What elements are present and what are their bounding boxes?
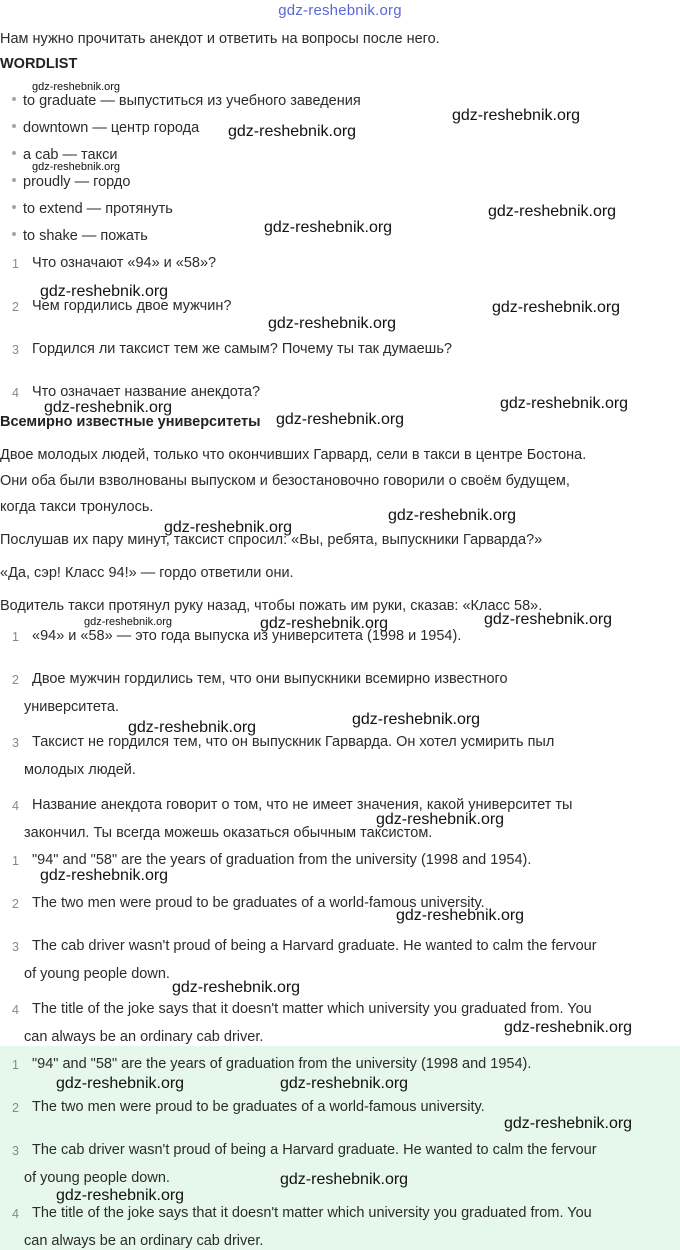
answer-number: 4 xyxy=(12,1003,19,1017)
watermark: gdz-reshebnik.org xyxy=(264,219,393,236)
answer-text-cont: университета. xyxy=(24,699,120,715)
watermark: gdz-reshebnik.org xyxy=(396,907,525,924)
site-header-link[interactable]: gdz-reshebnik.org xyxy=(278,2,402,19)
answer-text: The title of the joke says that it doesn't matter which university you graduated from. You xyxy=(32,1205,592,1221)
watermark: gdz-reshebnik.org xyxy=(504,1019,633,1036)
watermark: gdz-reshebnik.org xyxy=(452,107,581,124)
watermark: gdz-reshebnik.org xyxy=(164,519,293,536)
answer-number: 4 xyxy=(12,799,19,813)
question-text: Чем гордились двое мужчин? xyxy=(32,298,232,314)
watermark: gdz-reshebnik.org xyxy=(280,1171,409,1188)
wordlist-heading: WORDLIST xyxy=(0,56,78,72)
answer-text: The two men were proud to be graduates of a world-famous university. xyxy=(32,1099,485,1115)
answer-text-cont: can always be an ordinary cab driver. xyxy=(24,1029,264,1045)
watermark: gdz-reshebnik.org xyxy=(32,161,121,173)
answer-text: The cab driver wasn't proud of being a Harvard graduate. He wanted to calm the fervour xyxy=(32,1142,597,1158)
watermark: gdz-reshebnik.org xyxy=(488,203,617,220)
watermark: gdz-reshebnik.org xyxy=(228,123,357,140)
watermark: gdz-reshebnik.org xyxy=(56,1075,185,1092)
question-number: 3 xyxy=(12,343,19,357)
story-paragraph: «Да, сэр! Класс 94!» — гордо ответили они. xyxy=(0,565,294,581)
question-text: Что означают «94» и «58»? xyxy=(32,255,217,271)
watermark: gdz-reshebnik.org xyxy=(352,711,481,728)
answer-text: Название анекдота говорит о том, что не имеет значения, какой университет ты xyxy=(32,797,573,813)
answer-text: The two men were proud to be graduates of a world-famous university. xyxy=(32,895,485,911)
story-paragraph-line: Двое молодых людей, только что окончивших Гарвард, сели в такси в центре Бостона. xyxy=(0,447,587,463)
answer-number: 2 xyxy=(12,1101,19,1115)
watermark: gdz-reshebnik.org xyxy=(388,507,517,524)
watermark: gdz-reshebnik.org xyxy=(44,399,173,416)
bullet-icon xyxy=(12,97,16,101)
bullet-icon xyxy=(12,124,16,128)
answer-number: 1 xyxy=(12,854,19,868)
story-paragraph: Послушав их пару минут, таксист спросил: «Вы, ребята, выпускники Гарварда?» xyxy=(0,532,543,548)
answer-number: 3 xyxy=(12,1144,19,1158)
answer-number: 4 xyxy=(12,1207,19,1221)
story-title: Всемирно известные университеты xyxy=(0,414,261,430)
intro-text: Нам нужно прочитать анекдот и ответить на вопросы после него. xyxy=(0,31,440,47)
answer-text-cont: can always be an ordinary cab driver. xyxy=(24,1233,264,1249)
watermark: gdz-reshebnik.org xyxy=(276,411,405,428)
answer-text-cont: of young people down. xyxy=(24,1170,170,1186)
question-number: 2 xyxy=(12,300,19,314)
wordlist-item: to graduate — выпуститься из учебного заведения xyxy=(12,93,361,109)
story-paragraph-line: Они оба были взволнованы выпуском и безостановочно говорили о своём будущем, xyxy=(0,473,570,489)
watermark: gdz-reshebnik.org xyxy=(268,315,397,332)
watermark: gdz-reshebnik.org xyxy=(32,81,121,93)
wordlist-item: downtown — центр города xyxy=(12,120,199,136)
answer-text: "94" and "58" are the years of graduation from the university (1998 and 1954). xyxy=(32,1056,532,1072)
wordlist-item: to extend — протянуть xyxy=(12,201,173,217)
question-number: 4 xyxy=(12,386,19,400)
answer-number: 2 xyxy=(12,673,19,687)
answer-text-cont: of young people down. xyxy=(24,966,170,982)
answer-text-cont: молодых людей. xyxy=(24,762,136,778)
bullet-icon xyxy=(12,205,16,209)
watermark: gdz-reshebnik.org xyxy=(128,719,257,736)
watermark: gdz-reshebnik.org xyxy=(40,867,169,884)
wordlist-item: proudly — гордо xyxy=(12,174,130,190)
story-paragraph-line: когда такси тронулось. xyxy=(0,499,154,515)
answer-number: 1 xyxy=(12,630,19,644)
question-text: Гордился ли таксист тем же самым? Почему ты так думаешь? xyxy=(32,341,452,357)
answer-number: 3 xyxy=(12,736,19,750)
answer-text: Двое мужчин гордились тем, что они выпускники всемирно известного xyxy=(32,671,508,687)
wordlist-item: to shake — пожать xyxy=(12,228,148,244)
watermark: gdz-reshebnik.org xyxy=(172,979,301,996)
wordlist-item: a cab — такси xyxy=(12,147,117,163)
question-text: Что означает название анекдота? xyxy=(32,384,261,400)
answer-number: 1 xyxy=(12,1058,19,1072)
watermark: gdz-reshebnik.org xyxy=(484,611,613,628)
answer-number: 3 xyxy=(12,940,19,954)
watermark: gdz-reshebnik.org xyxy=(500,395,629,412)
watermark: gdz-reshebnik.org xyxy=(280,1075,409,1092)
answer-text-cont: закончил. Ты всегда можешь оказаться обычным таксистом. xyxy=(24,825,433,841)
watermark: gdz-reshebnik.org xyxy=(492,299,621,316)
watermark: gdz-reshebnik.org xyxy=(40,283,169,300)
bullet-icon xyxy=(12,232,16,236)
story-paragraph: Водитель такси протянул руку назад, чтобы пожать им руки, сказав: «Класс 58». xyxy=(0,598,543,614)
bullet-icon xyxy=(12,178,16,182)
answer-text: "94" and "58" are the years of graduation from the university (1998 and 1954). xyxy=(32,852,532,868)
answer-text: The cab driver wasn't proud of being a Harvard graduate. He wanted to calm the fervour xyxy=(32,938,597,954)
question-number: 1 xyxy=(12,257,19,271)
bullet-icon xyxy=(12,151,16,155)
watermark: gdz-reshebnik.org xyxy=(504,1115,633,1132)
watermark: gdz-reshebnik.org xyxy=(260,615,389,632)
answer-text: «94» и «58» — это года выпуска из университета (1998 и 1954). xyxy=(32,628,462,644)
answer-text: The title of the joke says that it doesn't matter which university you graduated from. You xyxy=(32,1001,592,1017)
watermark: gdz-reshebnik.org xyxy=(84,616,173,628)
answer-number: 2 xyxy=(12,897,19,911)
watermark: gdz-reshebnik.org xyxy=(376,811,505,828)
answer-text: Таксист не гордился тем, что он выпускник Гарварда. Он хотел усмирить пыл xyxy=(32,734,555,750)
watermark: gdz-reshebnik.org xyxy=(56,1187,185,1204)
